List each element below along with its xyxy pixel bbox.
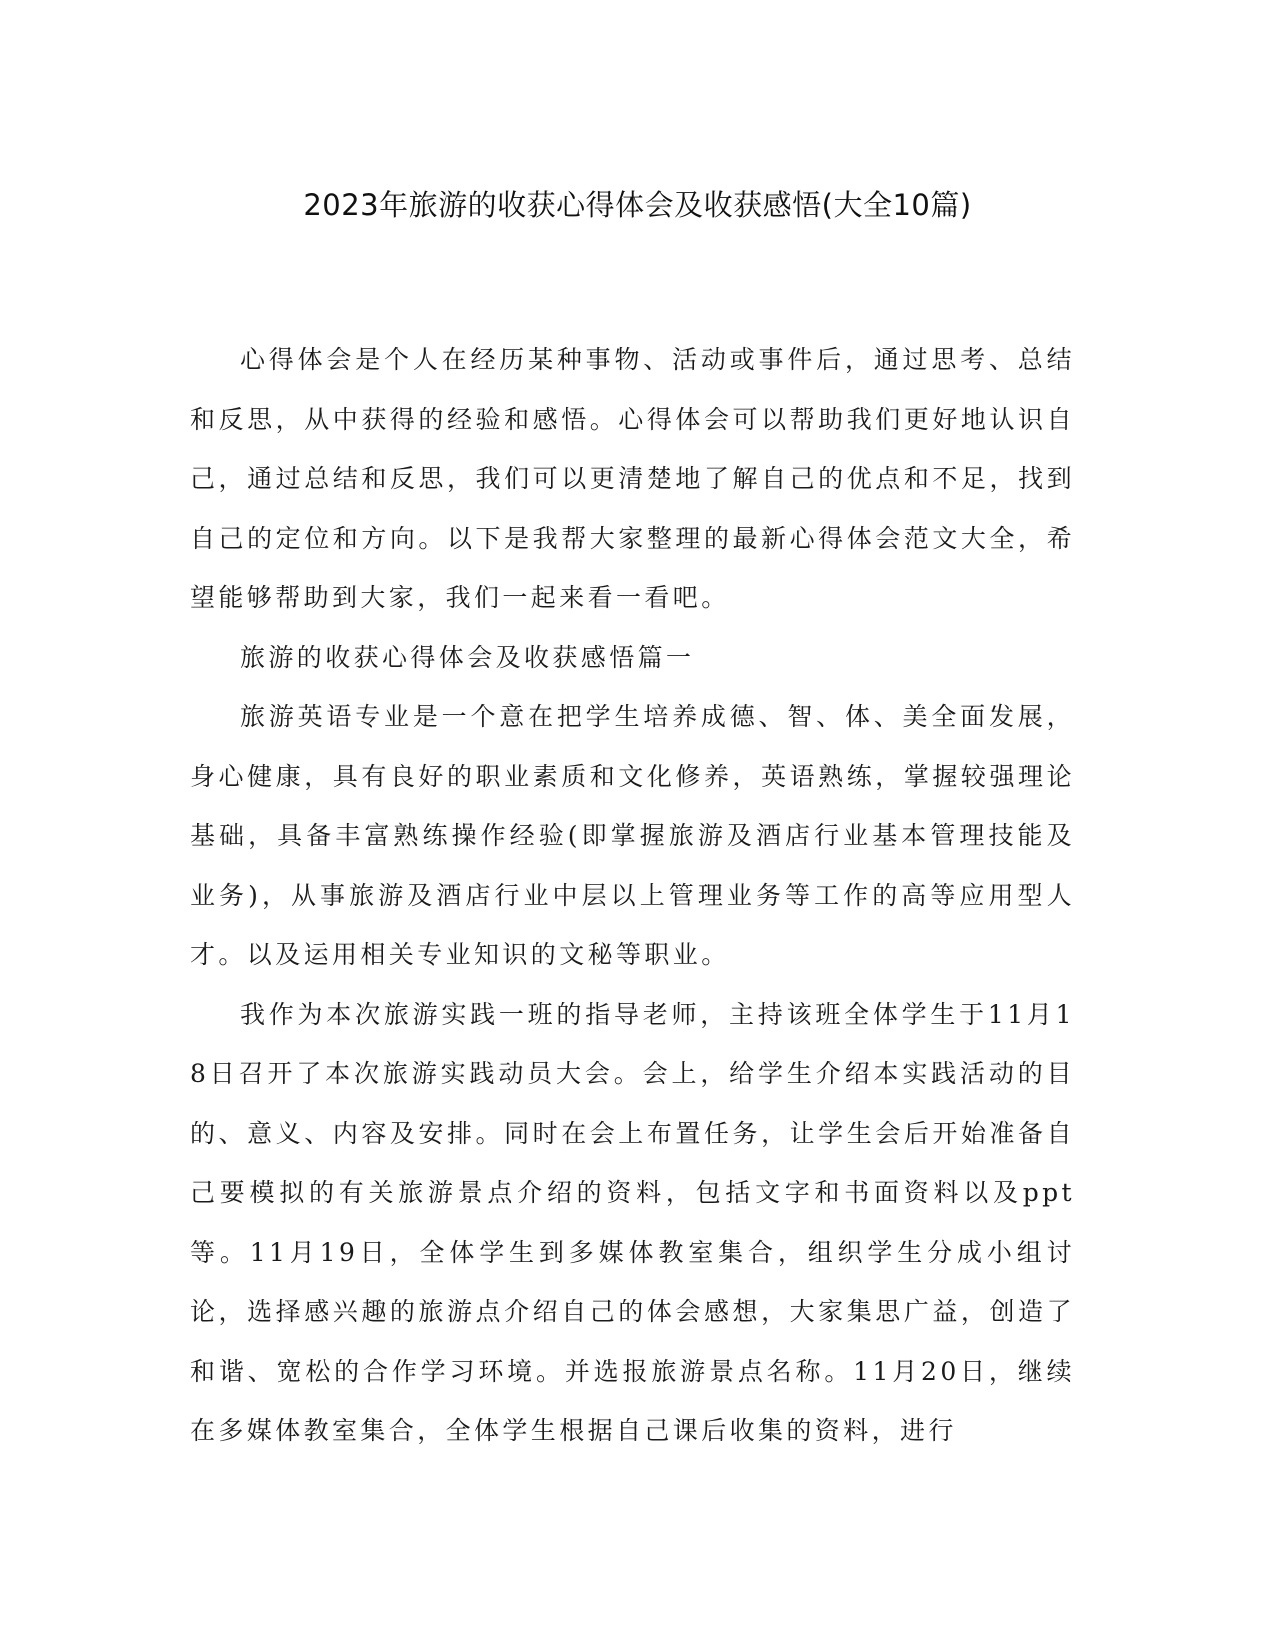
body-paragraph: 旅游英语专业是一个意在把学生培养成德、智、体、美全面发展，身心健康，具有良好的职业素质和文化修养，英语熟练，掌握较强理论基础，具备丰富熟练操作经验(即掌握旅游及酒店行业基本管理技能及业务)，从事旅游及酒店行业中层以上管理业务等工作的高等应用型人才。以及运用相关专业知识的文秘等职业。 bbox=[190, 702, 1075, 969]
body-paragraph: 我作为本次旅游实践一班的指导老师，主持该班全体学生于11月18日召开了本次旅游实践动员大会。会上，给学生介绍本实践活动的目的、意义、内容及安排。同时在会上布置任务，让学生会后开始准备自己要模拟的有关旅游景点介绍的资料，包括文字和书面资料以及ppt等。11月19日，全体学生到多媒体教室集合，组织学生分成小组讨论，选择感兴趣的旅游点介绍自己的体会感想，大家集思广益，创造了和谐、宽松的合作学习环境。并选报旅游景点名称。11月20日，继续在多媒体教室集合，全体学生根据自己课后收集的资料，进行 bbox=[190, 999, 1075, 1445]
section-heading: 旅游的收获心得体会及收获感悟篇一 bbox=[240, 642, 695, 672]
document-title: 2023年旅游的收获心得体会及收获感悟(大全10篇) bbox=[303, 188, 972, 222]
document-body bbox=[190, 330, 1075, 1461]
intro-paragraph: 心得体会是个人在经历某种事物、活动或事件后，通过思考、总结和反思，从中获得的经验和感悟。心得体会可以帮助我们更好地认识自己，通过总结和反思，我们可以更清楚地了解自己的优点和不足，找到自己的定位和方向。以下是我帮大家整理的最新心得体会范文大全，希望能够帮助到大家，我们一起来看一看吧。 bbox=[190, 345, 1075, 612]
